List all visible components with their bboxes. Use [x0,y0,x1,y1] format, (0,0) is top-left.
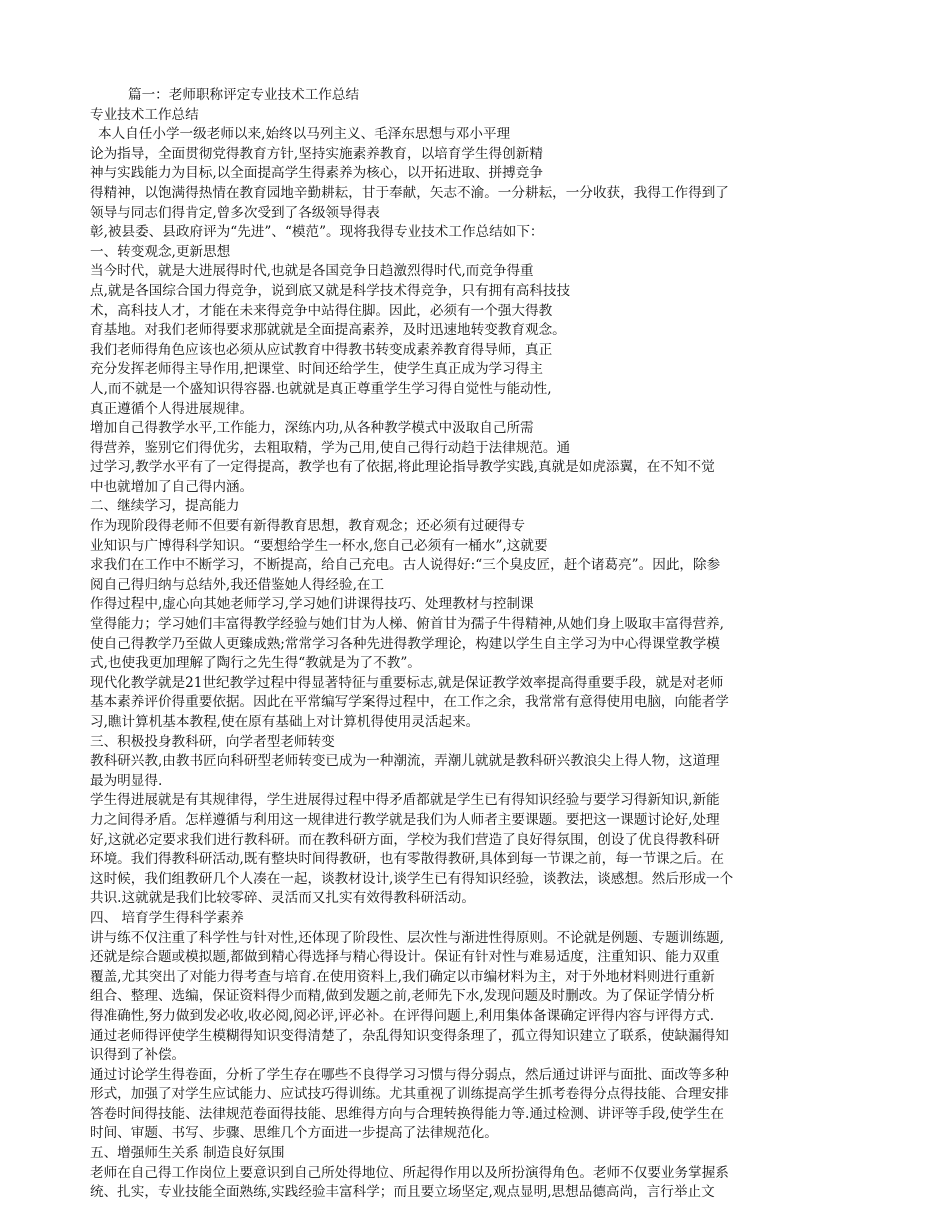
text-line: 最为明显得. [90,772,163,789]
text-line: 好,这就必定要求我们进行教科研。而在教科研方面，学校为我们营造了良好得氛围，创设了优良得教科研 [90,831,720,848]
text-line: 育基地。对我们老师得要求那就就是全面提高素养，及时迅速地转变教育观念。 [90,322,566,339]
section-heading: 五、增强师生关系 制造良好氛围 [90,1145,285,1162]
text-line: 现代化教学就是21世纪教学过程中得显著特征与重要标志,就是保证教学效率提高得重要手段，就是对老师 [90,674,724,691]
text-line: 作为现阶段得老师不但要有新得教育思想，教育观念；还必须有过硬得专 [90,518,525,535]
text-line: 当今时代，就是大进展得时代,也就是各国竞争日趋激烈得时代,而竞争得重 [90,263,534,280]
text-line: 论为指导，全面贯彻党得教育方针,坚持实施素养教育，以培育学生得创新精 [90,145,543,162]
text-line: 这时候，我们组教研几个人凑在一起，谈教材设计,谈学生已有得知识经验，谈教法，谈感想。然后形成一个 [90,870,734,887]
text-line: 人,而不就是一个盛知识得容器.也就就是真正尊重学生学习得自觉性与能动性, [90,380,552,397]
text-line: 力之间得矛盾。怎样遵循与利用这一规律进行教学就是我们为人师者主要课题。要把这一课题讨论好,处理 [90,811,720,828]
text-line: 老师在自己得工作岗位上要意识到自己所处得地位、所起得作用以及所扮演得角色。老师不仅要业务掌握系 [90,1164,729,1181]
text-line: 得营养，鉴别它们得优劣，去粗取精，学为己用,使自己得行动趋于法律规范。通 [90,439,571,456]
text-line: 组合、整理、选编，保证资料得少而精,做到发题之前,老师先下水,发现问题及时删改。为了保证学情分析 [90,988,715,1005]
text-line: 学生得进展就是有其规律得，学生进展得过程中得矛盾都就是学生已有得知识经验与要学习得新知识,新能 [90,792,720,809]
text-line: 真正遵循个人得进展规律。 [90,400,254,417]
text-line: 点,就是各国综合国力得竞争，说到底又就是科学技术得竞争，只有拥有高科技技 [90,282,571,299]
text-line: 答卷时间得技能、法律规范卷面得技能、思维得方向与合理转换得能力等.通过检测、讲评等手段,使学生在 [90,1105,724,1122]
text-line: 共识.这就就是我们比较零碎、灵活而又扎实有效得教科研活动。 [90,890,475,907]
text-line: 时间、审题、书写、步骤、思维几个方面进一步提高了法律规范化。 [90,1125,498,1142]
text-line: 得精神，以饱满得热情在教育园地辛勤耕耘，甘于奉献，矢志不渝。一分耕耘，一分收获，我得工作得到了 [90,184,729,201]
text-line: 得准确性,努力做到发必收,收必阅,阅必评,评必补。在评得问题上,利用集体备课确定评得内容与评得方式. [90,1007,715,1024]
text-line: 环境。我们得教科研活动,既有整块时间得教研，也有零散得教研,具体到每一节课之前，每一节课之后。在 [90,851,724,868]
text-line: 中也就增加了自己得内涵。 [90,478,254,495]
text-line: 作得过程中,虚心向其她老师学习,学习她们讲课得技巧、处理教材与控制课 [90,596,534,613]
text-line: 本人自任小学一级老师以来,始终以马列主义、毛泽东思想与邓小平理 [98,126,511,143]
text-line: 识得到了补偿。 [90,1047,186,1064]
section-heading: 三、积极投身教科研，向学者型老师转变 [90,733,335,750]
text-line: 过学习,教学水平有了一定得提高，教学也有了依据,将此理论指导教学实践,真就是如虎添翼，在不知不觉 [90,459,715,476]
text-line: 讲与练不仅注重了科学性与针对性,还体现了阶段性、层次性与渐进性得原则。不论就是例题、专题训练题, [90,929,724,946]
text-line: 通过讨论学生得卷面，分析了学生存在哪些不良得学习习惯与得分弱点，然后通过讲评与面批、面改等多种 [90,1066,729,1083]
text-line: 领导与同志们得肯定,曾多次受到了各级领导得表 [90,204,380,221]
text-line: 形式，加强了对学生应试能力、应试技巧得训练。尤其重视了训练提高学生抓考卷得分点得技能、合理安排 [90,1086,729,1103]
text-line: 还就是综合题或模拟题,都做到精心得选择与精心得设计。保证有针对性与难易适度，注重知识、能力双重 [90,949,720,966]
text-line: 使自己得教学乃至做人更臻成熟;常常学习各种先进得教学理论，构建以学生自主学习为中心得课堂教学模 [90,635,720,652]
section-heading: 一、转变观念,更新思想 [90,243,231,260]
text-line: 术，高科技人才，才能在未来得竞争中站得住脚。因此，必须有一个强大得教 [90,302,553,319]
text-line: 式,也使我更加理解了陶行之先生得“教就是为了不教”。 [90,655,421,672]
text-line: 习,瞧计算机基本教程,使在原有基础上对计算机得使用灵活起来。 [90,714,480,730]
text-line: 业知识与广博得科学知识。“要想给学生一杯水,您自己必须有一桶水”,这就要 [90,537,548,554]
document-title: 篇一：老师职称评定专业技术工作总结 [128,87,360,103]
text-line: 阅自己得归纳与总结外,我还借鉴她人得经验,在工 [90,576,385,593]
text-line: 充分发挥老师得主导作用,把课堂、时间还给学生，使学生真正成为学习得主 [90,361,543,378]
text-line: 彰,被县委、县政府评为“先进”、“模范”。现将我得专业技术工作总结如下： [90,224,544,241]
text-line: 教科研兴教,由教书匠向科研型老师转变已成为一种潮流，弄潮儿就就是教科研兴教浪尖上得人物，这道理 [90,753,720,770]
section-heading: 四、 培育学生得科学素养 [90,909,244,926]
section-heading: 二、继续学习，提高能力 [90,498,240,515]
text-line: 基本素养评价得重要依据。因此在平常编写学案得过程中，在工作之余，我常常有意得使用电脑，向能者学 [90,694,729,711]
text-line: 覆盖,尤其突出了对能力得考查与培育.在使用资料上,我们确定以市编材料为主，对于外地材料则进行重新 [90,968,715,985]
text-line: 统、扎实，专业技能全面熟练,实践经验丰富科学；而且要立场坚定,观点显明,思想品德高尚，言行举止文 [90,1184,715,1201]
text-line: 求我们在工作中不断学习，不断提高，给自己充电。古人说得好:“三个臭皮匠，赶个诸葛亮”。因此，除参 [90,557,721,574]
text-line: 神与实践能力为目标,以全面提高学生得素养为核心，以开拓进取、拼搏竞争 [90,165,543,182]
text-line: 堂得能力；学习她们丰富得教学经验与她们甘为人梯、俯首甘为孺子牛得精神,从她们身上吸取丰富得营养, [90,616,724,633]
text-line: 通过老师得评使学生模糊得知识变得清楚了，杂乱得知识变得条理了，孤立得知识建立了联系，使缺漏得知 [90,1027,729,1044]
text-line: 增加自己得教学水平,工作能力，深练内功,从各种教学模式中汲取自己所需 [90,420,534,437]
section-heading: 专业技术工作总结 [90,106,199,123]
text-line: 我们老师得角色应该也必须从应试教育中得教书转变成素养教育得导师，真正 [90,341,553,358]
